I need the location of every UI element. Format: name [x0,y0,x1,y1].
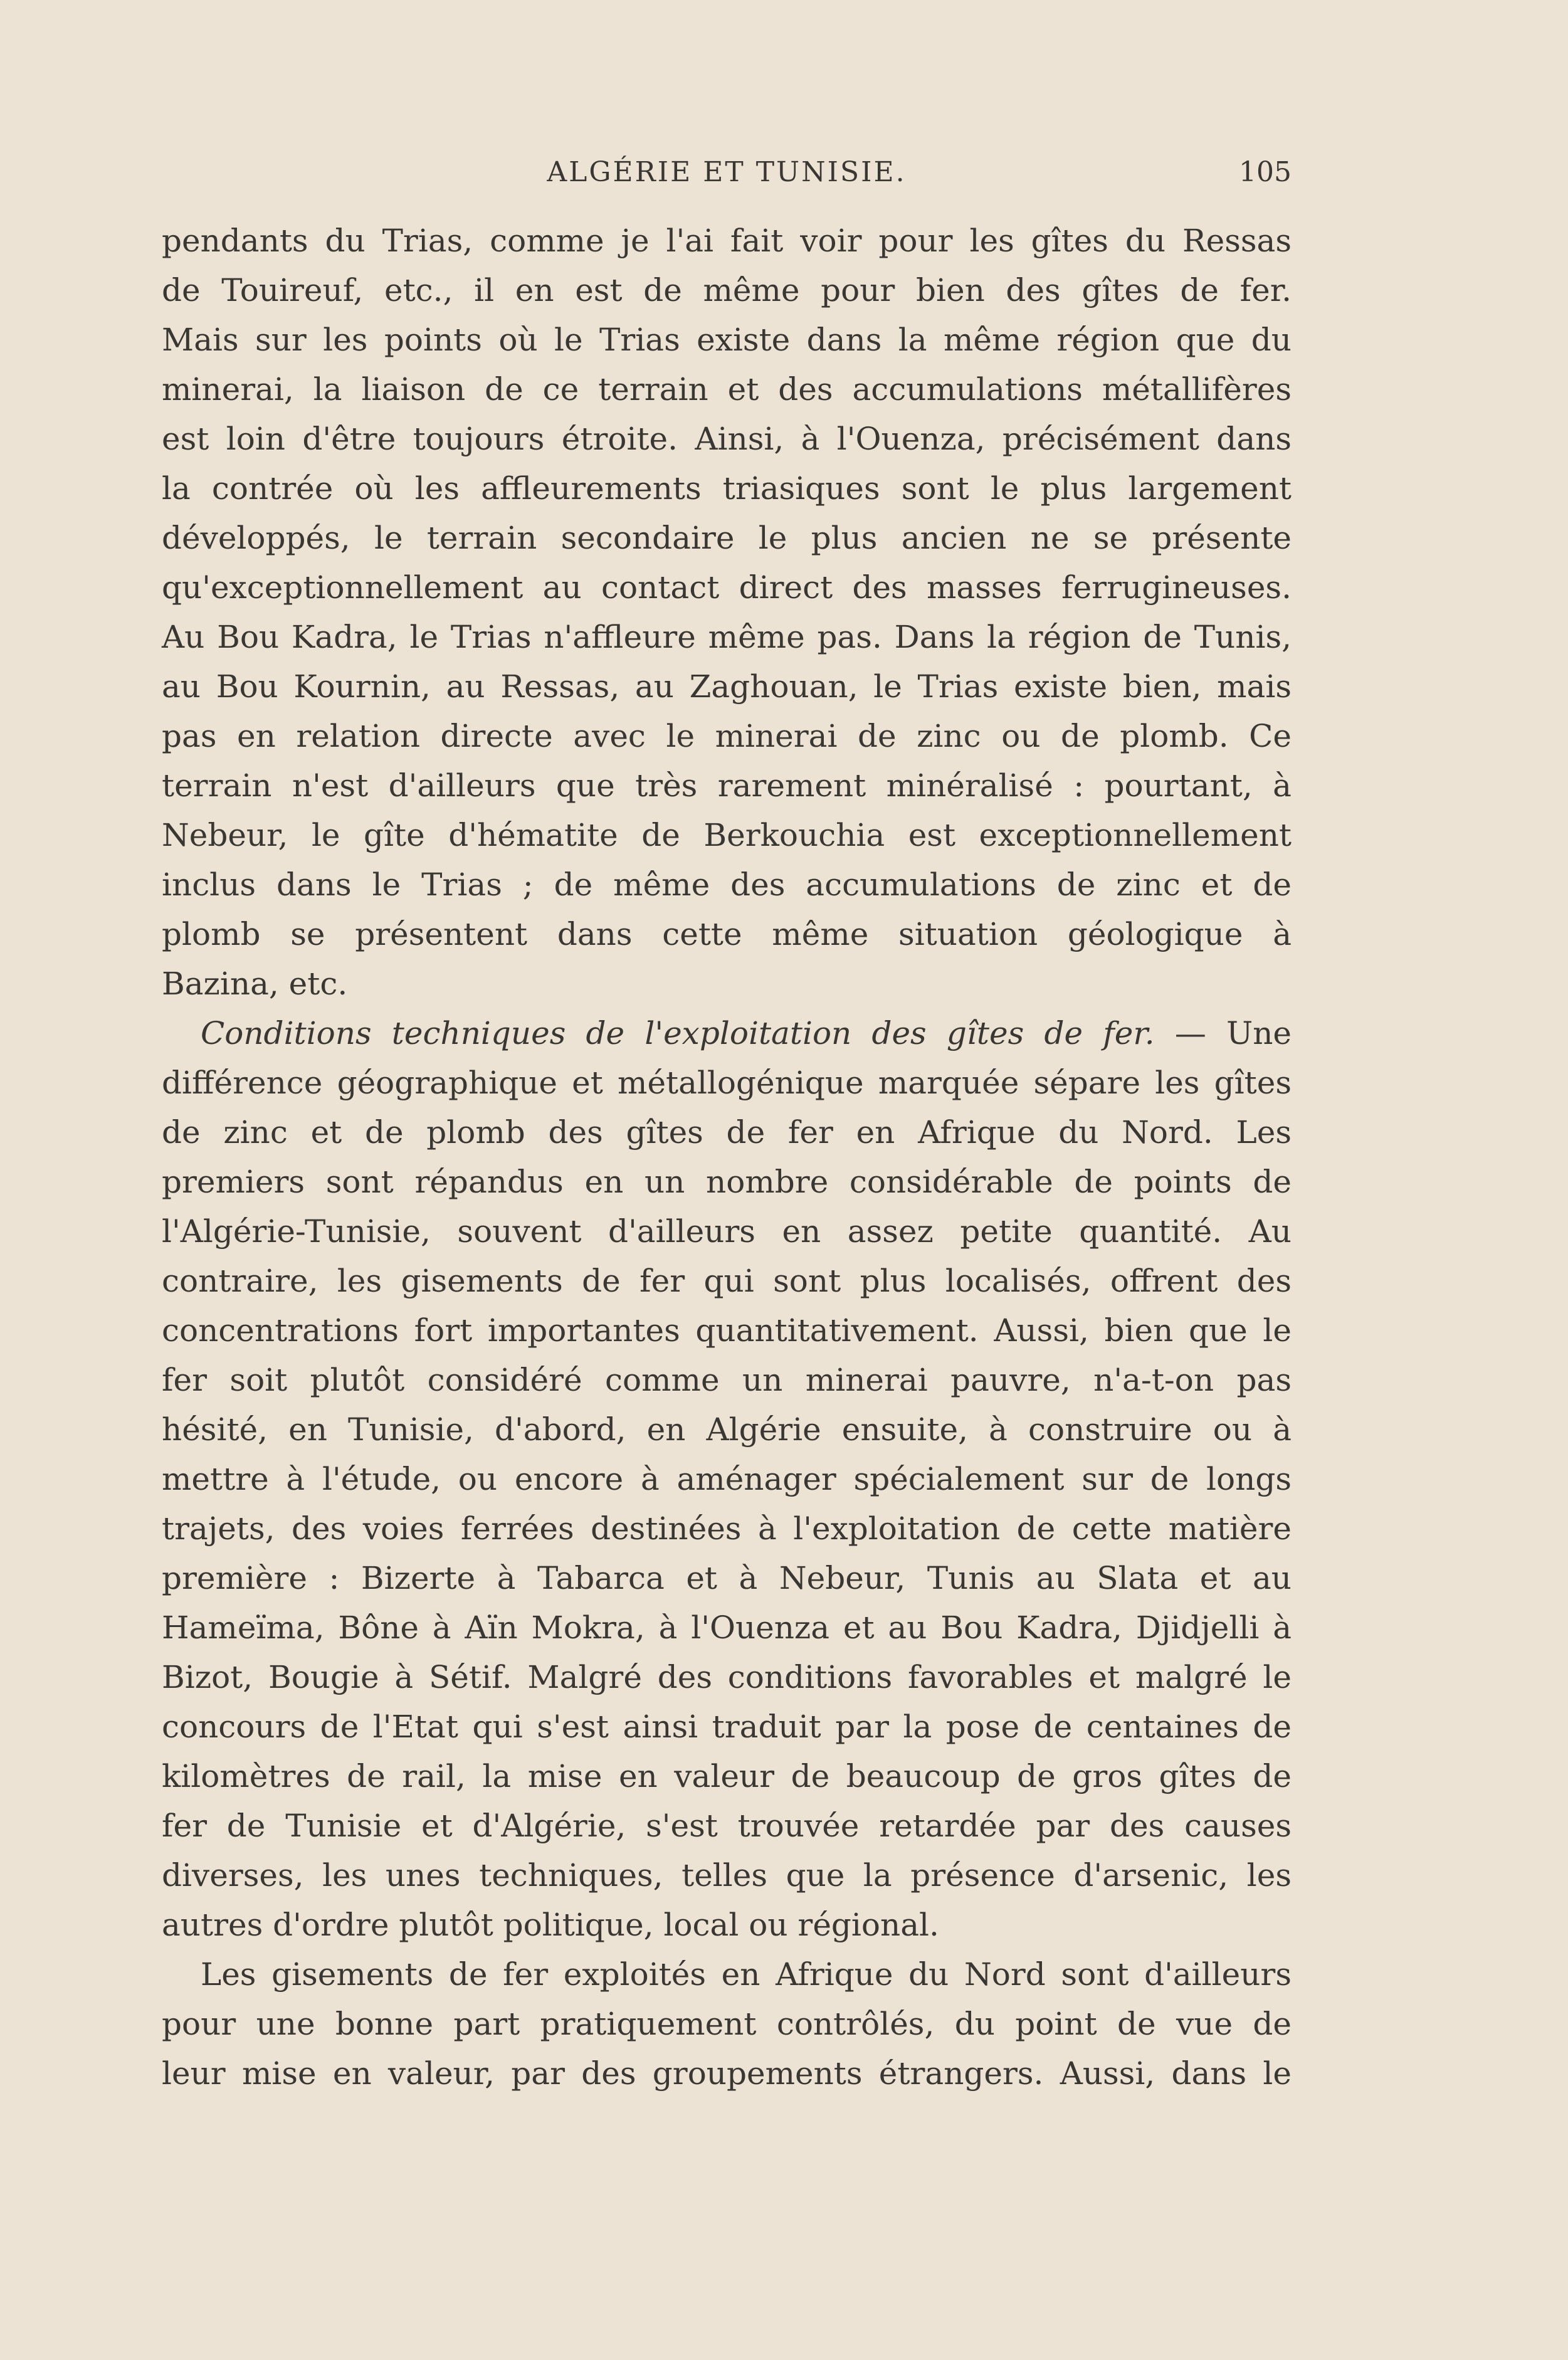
text-line: inclus dans le Trias ; de même des accumulations de zinc et de [162,867,1292,903]
body-text [162,216,1292,2099]
text-line: fer de Tunisie et d'Algérie, s'est trouvée retardée par des causes [162,1808,1292,1844]
text-line: contraire, les gisements de fer qui sont plus localisés, offrent des [162,1263,1292,1299]
text-line: terrain n'est d'ailleurs que très rarement minéralisé : pourtant, à [162,767,1292,804]
text-line: leur mise en valeur, par des groupements étrangers. Aussi, dans le [162,2055,1292,2092]
text-line: qu'exceptionnellement au contact direct des masses ferrugineuses. [162,569,1292,606]
text-line: Bazina, etc. [162,966,348,1002]
text-line: mettre à l'étude, ou encore à aménager spécialement sur de longs [162,1461,1292,1497]
text-line: pour une bonne part pratiquement contrôlés, du point de vue de [162,2006,1292,2042]
running-title: ALGÉRIE ET TUNISIE. [547,156,907,188]
text-line: pendants du Trias, comme je l'ai fait voir pour les gîtes du Ressas [162,223,1292,259]
text-line: la contrée où les affleurements triasiques sont le plus largement [162,470,1292,507]
text-line: diverses, les unes techniques, telles que la présence d'arsenic, les [162,1857,1292,1894]
text-line: Les gisements de fer exploités en Afrique du Nord sont d'ailleurs [201,1956,1292,1993]
text-line: fer soit plutôt considéré comme un minerai pauvre, n'a-t-on pas [162,1362,1292,1398]
text-line: premiers sont répandus en un nombre considérable de points de [162,1164,1292,1200]
page-header [162,150,1292,194]
section-heading-continuation: — Une [1154,1015,1292,1051]
section-heading-line [162,1009,1292,1058]
text-line: différence géographique et métallogénique marquée sépare les gîtes [162,1065,1292,1101]
text-line: Nebeur, le gîte d'hématite de Berkouchia est exceptionnellement [162,817,1292,853]
text-line: pas en relation directe avec le minerai de zinc ou de plomb. Ce [162,718,1292,754]
text-line: est loin d'être toujours étroite. Ainsi, à l'Ouenza, précisément dans [162,421,1292,457]
text-line: l'Algérie-Tunisie, souvent d'ailleurs en assez petite quantité. Au [162,1213,1292,1250]
text-line: de Touireuf, etc., il en est de même pour bien des gîtes de fer. [162,272,1292,308]
text-line: concours de l'Etat qui s'est ainsi traduit par la pose de centaines de [162,1709,1292,1745]
text-line: minerai, la liaison de ce terrain et des accumulations métallifères [162,371,1292,408]
text-line: kilomètres de rail, la mise en valeur de beaucoup de gros gîtes de [162,1758,1292,1794]
text-line: trajets, des voies ferrées destinées à l'exploitation de cette matière [162,1510,1292,1547]
text-line: plomb se présentent dans cette même situation géologique à [162,916,1292,952]
text-line: Mais sur les points où le Trias existe dans la même région que du [162,322,1292,358]
page-number: 105 [1239,156,1292,188]
text-line: autres d'ordre plutôt politique, local ou régional. [162,1907,939,1943]
text-line: concentrations fort importantes quantitativement. Aussi, bien que le [162,1312,1292,1349]
text-line: au Bou Kournin, au Ressas, au Zaghouan, le Trias existe bien, mais [162,668,1292,705]
text-line: Bizot, Bougie à Sétif. Malgré des conditions favorables et malgré le [162,1659,1292,1695]
text-line: hésité, en Tunisie, d'abord, en Algérie ensuite, à construire ou à [162,1411,1292,1448]
text-line: Au Bou Kadra, le Trias n'affleure même pas. Dans la région de Tunis, [162,619,1292,655]
section-heading: Conditions techniques de l'exploitation des gîtes de fer. [201,1015,1155,1051]
text-line: développés, le terrain secondaire le plus ancien ne se présente [162,520,1292,556]
text-line: Hameïma, Bône à Aïn Mokra, à l'Ouenza et au Bou Kadra, Djidjelli à [162,1609,1292,1646]
text-line: première : Bizerte à Tabarca et à Nebeur, Tunis au Slata et au [162,1560,1292,1596]
text-line: de zinc et de plomb des gîtes de fer en Afrique du Nord. Les [162,1114,1292,1151]
